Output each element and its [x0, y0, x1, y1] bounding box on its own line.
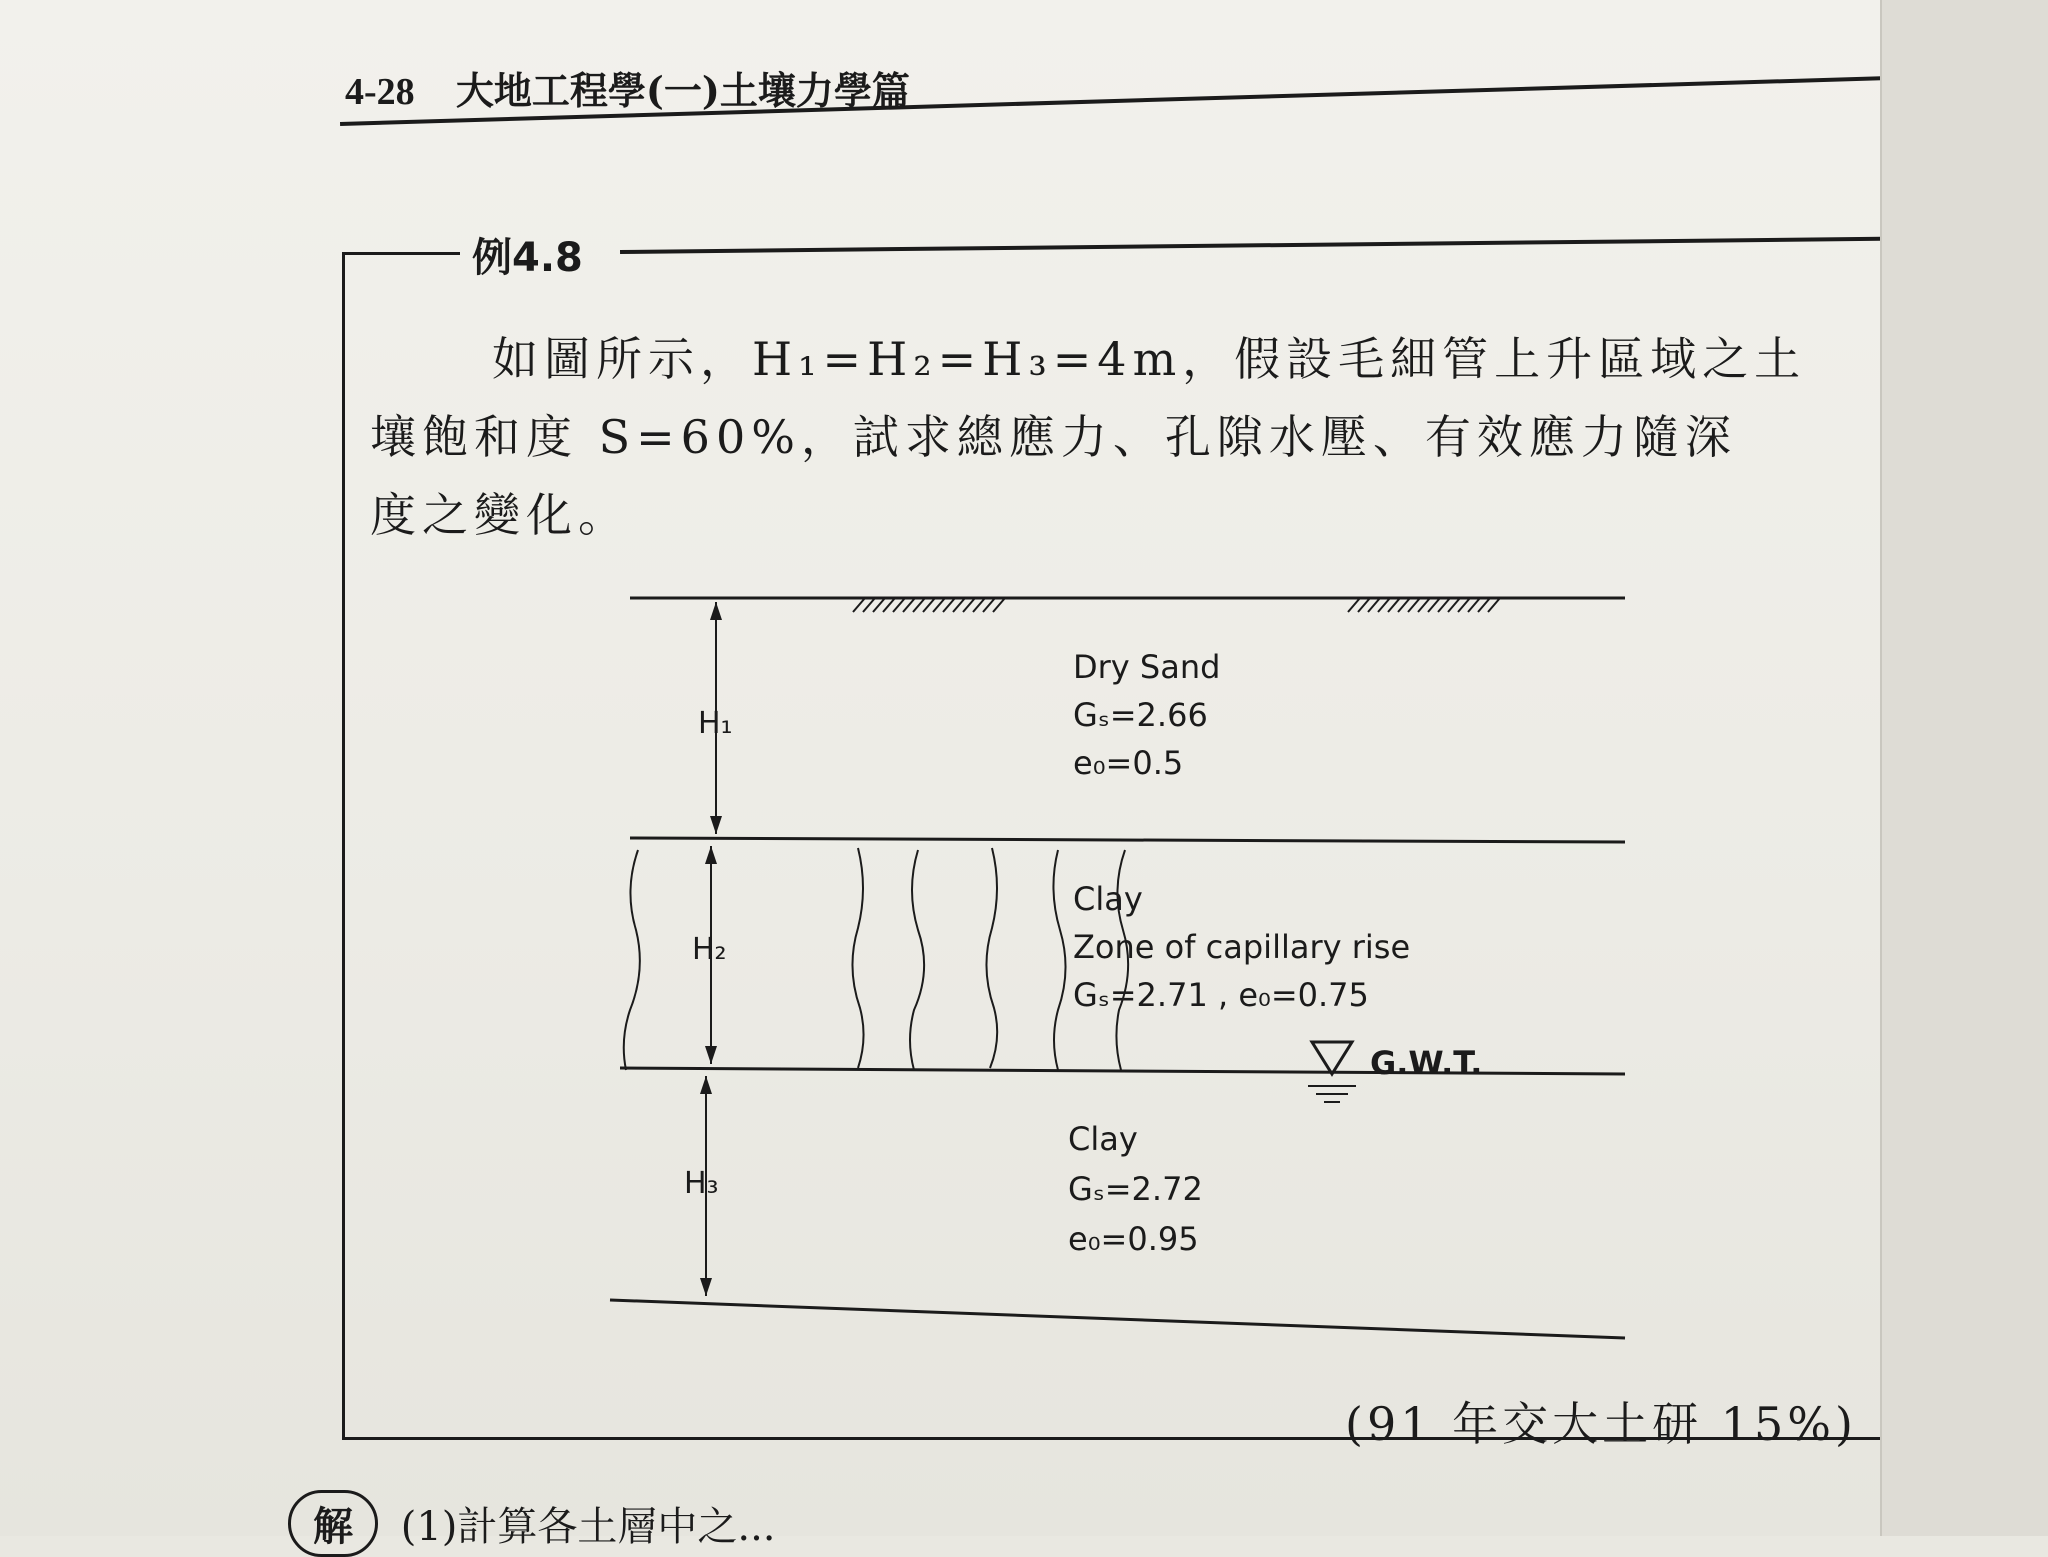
- layer1-e0: e₀=0.5: [1073, 744, 1184, 782]
- layer1-gs: Gₛ=2.66: [1073, 696, 1208, 734]
- layer3-e0: e₀=0.95: [1068, 1220, 1199, 1258]
- h3-label: H₃: [684, 1166, 719, 1201]
- layer3-gs: Gₛ=2.72: [1068, 1170, 1203, 1208]
- box-top-border-left: [342, 252, 460, 255]
- answer-badge: 解: [288, 1490, 378, 1557]
- gwt-label: G.W.T.: [1370, 1044, 1483, 1082]
- question-line-1: 如圖所示，H₁=H₂=H₃=4m，假設毛細管上升區域之土: [492, 332, 1807, 386]
- source-citation: (91 年交大土研 15%): [1345, 1397, 1857, 1451]
- soil-profile-diagram: [600, 580, 1660, 1360]
- question-text: [370, 320, 1870, 554]
- layer3-name: Clay: [1068, 1120, 1138, 1158]
- boundary-line-1: [630, 838, 1625, 842]
- page-number: 4-28: [345, 71, 415, 113]
- question-line-3: 度之變化。: [370, 488, 630, 542]
- example-title: 例4.8: [472, 235, 583, 281]
- layer2-props: Gₛ=2.71 , e₀=0.75: [1073, 976, 1369, 1014]
- h2-label: H₂: [692, 932, 727, 967]
- chapter-title: 大地工程學(一)土壤力學篇: [455, 68, 910, 113]
- bottom-line: [610, 1300, 1625, 1338]
- layer2-name: Clay: [1073, 880, 1143, 918]
- layer2-note: Zone of capillary rise: [1073, 928, 1411, 966]
- answer-start: [288, 1490, 776, 1557]
- ground-hatch-right: [1348, 598, 1500, 612]
- facing-page-edge: [1880, 0, 2048, 1536]
- answer-text: (1)計算各土層中之...: [400, 1504, 776, 1550]
- layer1-name: Dry Sand: [1073, 648, 1221, 686]
- ground-hatch-left: [853, 598, 1005, 612]
- question-line-2: 壤飽和度 S=60%，試求總應力、孔隙水壓、有效應力隨深: [370, 410, 1737, 464]
- h1-label: H₁: [698, 706, 733, 741]
